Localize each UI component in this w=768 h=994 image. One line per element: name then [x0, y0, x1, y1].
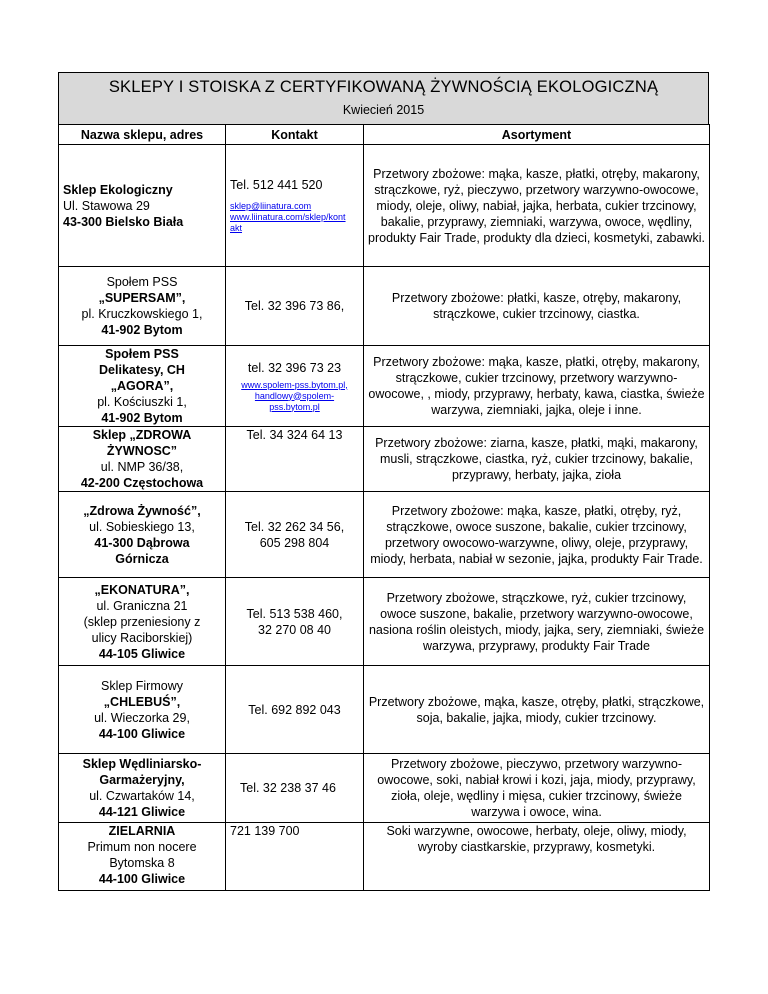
shop-assortment-cell	[364, 346, 710, 427]
table-row	[59, 145, 710, 267]
shop-street: pl. Kościuszki 1,	[97, 395, 187, 409]
document-title: SKLEPY I STOISKA Z CERTYFIKOWANĄ ŻYWNOŚCIĄ EKOLOGICZNĄ	[108, 78, 659, 96]
shop-contact-cell	[226, 267, 364, 346]
shop-phone: Tel. 32 396 73 86,	[244, 299, 345, 313]
shop-city: 44-105 Gliwice	[98, 646, 186, 661]
shop-contact-cell	[226, 346, 364, 427]
shop-street: ul. Wieczorka 29,	[94, 710, 190, 725]
shop-email-link-cont[interactable]: pss.bytom.pl	[269, 401, 320, 412]
shop-city: 43-300 Bielsko Biała	[63, 214, 184, 229]
column-header-contact: Kontakt	[226, 125, 364, 145]
shop-name-quoted: „SUPERSAM”,	[98, 291, 186, 305]
shop-contact-cell	[226, 754, 364, 823]
shop-contact-cell	[226, 666, 364, 754]
shop-phone: 721 139 700	[230, 824, 300, 838]
shop-assortment: Przetwory zbożowe, pieczywo, przetwory warzywno-owocowe, soki, nabiał krowi i kozi, jaja, miody, przyprawy, zioła, oleje, wędliny i mięsa, cukier trzcinowy, świeże warzywa i owoce, wina.	[377, 757, 696, 819]
table-row	[59, 823, 710, 891]
shop-contact-cell	[226, 492, 364, 578]
shop-slogan: Primum non nocere	[87, 840, 197, 854]
shop-assortment: Przetwory zbożowe: ziarna, kasze, płatki, mąki, makarony, musli, strączkowe, ciastka, ryż, cukier trzcinowy, bakalie, przyprawy, herbaty, jajka, zioła	[375, 436, 698, 482]
table-row	[59, 578, 710, 666]
shop-contact-cell	[226, 823, 364, 891]
shop-assortment: Przetwory zbożowe: mąka, kasze, płatki, otręby, makarony, strączkowe, cukier trzcinowy, przetwory warzywno-owocowe, , miody, przyprawy, herbaty, kawa, ciastka, świeże warzywa, ziemniaki, jajka, oleje i inne.	[368, 355, 705, 417]
shop-email-link[interactable]: handlowy@spolem-	[254, 390, 335, 401]
shop-email-link[interactable]: sklep@liinatura.com	[230, 201, 312, 211]
shop-phone-2: 605 298 804	[259, 535, 330, 550]
shop-city: 44-100 Gliwice	[98, 726, 186, 741]
shop-phone: Tel. 513 538 460,	[246, 606, 343, 621]
shop-name-quoted: „CHLEBUŚ”,	[103, 694, 181, 709]
shop-street: pl. Kruczkowskiego 1,	[81, 307, 203, 321]
column-header-name: Nazwa sklepu, adres	[59, 125, 226, 145]
shop-name-cell	[59, 145, 226, 267]
shop-street: Ul. Stawowa 29	[63, 198, 150, 213]
shop-phone-2: 32 270 08 40	[258, 622, 331, 637]
shop-phone: Tel. 692 892 043	[248, 702, 341, 717]
shop-contact-cell	[226, 427, 364, 492]
shop-contact-cell	[226, 578, 364, 666]
shop-name: ZIELARNIA	[108, 824, 176, 838]
shop-assortment-cell	[364, 492, 710, 578]
shop-assortment: Przetwory zbożowe, mąka, kasze, otręby, płatki, strączkowe, soja, bakalie, jajka, miody, cukier trzcinowy.	[368, 694, 705, 725]
shop-phone: Tel. 32 238 37 46	[240, 781, 336, 795]
shop-assortment-cell	[364, 823, 710, 891]
shops-table	[58, 124, 710, 891]
shop-street: ul. Czwartaków 14,	[89, 789, 195, 803]
shop-name-cell	[59, 427, 226, 492]
document-header	[58, 72, 709, 125]
shop-assortment-cell	[364, 666, 710, 754]
shop-phone: Tel. 32 262 34 56,	[244, 519, 345, 534]
shop-city-line2: Górnicza	[115, 551, 169, 566]
shop-name-line2: ŻYWNOSC”	[106, 444, 178, 458]
shop-name-cell	[59, 578, 226, 666]
table-row	[59, 346, 710, 427]
shop-name: Sklep Wędliniarsko-	[82, 757, 202, 771]
shop-assortment: Przetwory zbożowe: mąka, kasze, płatki, otręby, ryż, strączkowe, owoce suszone, bakalie, cukier trzcinowy, przetwory owocowo-warzywne, oliwy, oleje, przyprawy, miody, herbata, nabiał w sezonie, jajka, produkty Fair Trade.	[370, 503, 703, 566]
shop-website-link[interactable]: www.liinatura.com/sklep/kont	[230, 212, 346, 222]
shop-website-link[interactable]: www.spolem-pss.bytom.pl,	[241, 379, 348, 390]
shop-street: ul. Graniczna 21	[96, 598, 188, 613]
shop-name-cell	[59, 666, 226, 754]
table-row	[59, 267, 710, 346]
shop-phone: Tel. 34 324 64 13	[246, 428, 343, 442]
shop-name-cell	[59, 267, 226, 346]
shop-city: 41-902 Bytom	[101, 411, 183, 425]
table-row	[59, 427, 710, 492]
shop-assortment: Przetwory zbożowe: płatki, kasze, otręby, makarony, strączkowe, cukier trzcinowy, ciastka.	[391, 291, 682, 321]
shop-city: 41-902 Bytom	[101, 323, 183, 337]
shop-name: Sklep Firmowy	[101, 678, 183, 693]
shop-phone: Tel. 512 441 520	[230, 178, 323, 192]
shop-street: ul. Sobieskiego 13,	[89, 519, 195, 534]
shop-city: 41-300 Dąbrowa	[94, 535, 190, 550]
shop-name-cell	[59, 492, 226, 578]
shop-phone: tel. 32 396 73 23	[247, 360, 342, 375]
table-row	[59, 492, 710, 578]
shop-assortment-cell	[364, 267, 710, 346]
shop-name: Sklep Ekologiczny	[63, 182, 173, 197]
shop-assortment-cell	[364, 145, 710, 267]
table-row	[59, 754, 710, 823]
shop-assortment: Przetwory zbożowe, strączkowe, ryż, cukier trzcinowy, owoce suszone, bakalie, przetwory warzywno-owocowe, nasiona roślin oleistych, miody, jajka, sery, ziemniaki, świeże warzywa, przyprawy, produkty Fair Trade	[368, 590, 705, 653]
table-row	[59, 666, 710, 754]
shop-assortment: Przetwory zbożowe: mąka, kasze, płatki, otręby, makarony, strączkowe, ryż, pieczywo, przetwory warzywno-owocowe, miody, oleje, oliwy, nabiał, jajka, herbata, cukier trzcinowy, bakalie, przyprawy, ziemniaki, warzywa, owoce, wędliny, produkty Fair Trade, produkty dla dzieci, kosmetyki, zabawki.	[368, 166, 705, 245]
shop-name: Sklep „ZDROWA	[92, 428, 192, 442]
shop-name: Społem PSS	[106, 275, 178, 289]
shop-name-cell	[59, 754, 226, 823]
shop-contact-cell	[226, 145, 364, 267]
shop-name: Społem PSS	[105, 347, 179, 361]
shop-city: 44-100 Gliwice	[98, 872, 186, 886]
shop-name: „Zdrowa Żywność”,	[83, 503, 201, 518]
column-header-assortment: Asortyment	[364, 125, 710, 145]
shop-website-link-cont[interactable]: akt	[230, 223, 243, 233]
shop-name-line2: Garmażeryjny,	[99, 773, 185, 787]
shop-name-cell	[59, 346, 226, 427]
shop-assortment-cell	[364, 578, 710, 666]
shop-assortment: Soki warzywne, owocowe, herbaty, oleje, oliwy, miody, wyroby ciastkarskie, przyprawy, kosmetyki.	[386, 824, 687, 854]
shop-note-line2: ulicy Raciborskiej)	[91, 630, 193, 645]
shop-street: Bytomska 8	[109, 856, 175, 870]
shop-name-quoted: „AGORA”,	[110, 379, 174, 393]
table-header-row	[59, 125, 710, 145]
shop-name-line2: Delikatesy, CH	[99, 363, 185, 377]
shop-city: 44-121 Gliwice	[98, 805, 186, 819]
shop-name: „EKONATURA”,	[94, 582, 190, 597]
shop-street: ul. NMP 36/38,	[100, 460, 184, 474]
shop-assortment-cell	[364, 754, 710, 823]
shop-city: 42-200 Częstochowa	[80, 476, 204, 490]
shop-name-cell	[59, 823, 226, 891]
shop-assortment-cell	[364, 427, 710, 492]
document-subtitle: Kwiecień 2015	[342, 103, 425, 117]
shop-note: (sklep przeniesiony z	[83, 614, 201, 629]
